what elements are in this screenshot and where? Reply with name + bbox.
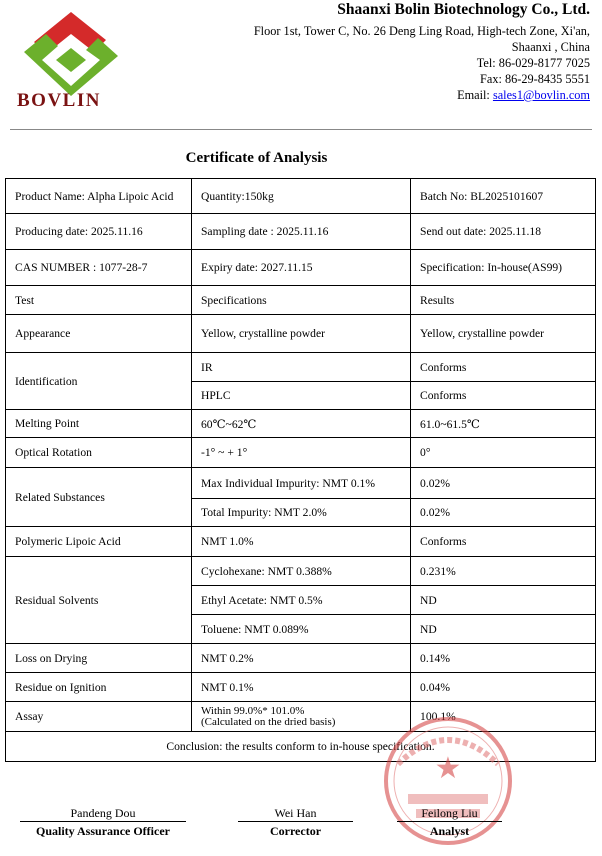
- assay-spec-line-1: Within 99.0%* 101.0%: [200, 704, 305, 717]
- header-row: [6, 286, 596, 315]
- svg-text:★: ★: [434, 752, 462, 785]
- address-line-1: Floor 1st, Tower C, No. 26 Deng Ling Road, High-tech Zone, Xi'an,: [253, 24, 590, 38]
- analyst-name: Feilong Liu: [421, 806, 478, 820]
- specification-cell: Specification: In-house(AS99): [411, 250, 596, 286]
- result-cell: Conforms: [411, 527, 596, 557]
- test-cell: Loss on Drying: [6, 644, 192, 673]
- result-cell: 0.02%: [411, 499, 596, 527]
- table-row: [6, 527, 596, 557]
- table-row: [6, 644, 596, 673]
- result-cell: ND: [411, 615, 596, 644]
- email-link[interactable]: sales1@bovlin.com: [492, 88, 590, 102]
- header-divider: [10, 129, 592, 130]
- spec-cell: Max Individual Impurity: NMT 0.1%: [191, 468, 410, 499]
- address-line-2: Shaanxi , China: [511, 40, 590, 54]
- send-out-date-cell: Send out date: 2025.11.18: [411, 214, 596, 250]
- spec-cell: Cyclohexane: NMT 0.388%: [191, 557, 410, 586]
- result-cell: 0.02%: [411, 468, 596, 499]
- header-specifications: Specifications: [191, 286, 410, 315]
- spec-cell: NMT 0.1%: [191, 673, 410, 702]
- product-name-cell: Product Name: Alpha Lipoic Acid: [6, 179, 192, 214]
- fax: Fax: 86-29-8435 5551: [480, 72, 590, 86]
- company-name: Shaanxi Bolin Biotechnology Co., Ltd.: [337, 1, 590, 18]
- table-row: [6, 557, 596, 586]
- test-cell: Appearance: [6, 315, 192, 353]
- email-row: [254, 87, 590, 103]
- table-row: [6, 353, 596, 382]
- spec-cell: NMT 1.0%: [191, 527, 410, 557]
- spec-cell: -1° ~ + 1°: [191, 438, 410, 468]
- spec-cell: Ethyl Acetate: NMT 0.5%: [191, 586, 410, 615]
- result-cell: 100.1%: [411, 702, 596, 732]
- tel: Tel: 86-029-8177 7025: [476, 56, 590, 70]
- corrector-signature: [238, 806, 353, 839]
- test-cell: Polymeric Lipoic Acid: [6, 527, 192, 557]
- table-row: [6, 315, 596, 353]
- test-cell: Assay: [6, 702, 192, 732]
- sampling-date-cell: Sampling date : 2025.11.16: [191, 214, 410, 250]
- analyst-role: Analyst: [429, 824, 470, 838]
- test-cell: Residual Solvents: [6, 557, 192, 644]
- spec-cell: HPLC: [191, 382, 410, 410]
- test-cell: Melting Point: [6, 410, 192, 438]
- table-row: [6, 250, 596, 286]
- document-title: Certificate of Analysis: [185, 150, 328, 166]
- spec-cell: 60℃~62℃: [191, 410, 410, 438]
- email-label: Email:: [457, 88, 490, 102]
- result-cell: 61.0~61.5℃: [411, 410, 596, 438]
- corrector-name: Wei Han: [274, 806, 317, 820]
- test-cell: Residue on Ignition: [6, 673, 192, 702]
- table-row: [6, 673, 596, 702]
- header-test: Test: [6, 286, 192, 315]
- signature-line: [238, 821, 353, 822]
- test-cell: Related Substances: [6, 468, 192, 527]
- batch-no-cell: Batch No: BL2025101607: [411, 179, 596, 214]
- qa-name: Pandeng Dou: [70, 806, 136, 820]
- result-cell: ND: [411, 586, 596, 615]
- table-row: [6, 410, 596, 438]
- header-results: Results: [411, 286, 596, 315]
- coa-table: [5, 178, 596, 762]
- spec-cell: Total Impurity: NMT 2.0%: [191, 499, 410, 527]
- spec-cell: Toluene: NMT 0.089%: [191, 615, 410, 644]
- result-cell: 0.04%: [411, 673, 596, 702]
- corrector-role: Corrector: [269, 824, 322, 838]
- qa-signature: [20, 806, 186, 839]
- result-cell: Yellow, crystalline powder: [411, 315, 596, 353]
- producing-date-cell: Producing date: 2025.11.16: [6, 214, 192, 250]
- result-cell: 0.14%: [411, 644, 596, 673]
- result-cell: 0°: [411, 438, 596, 468]
- assay-spec-line-2: (Calculated on the dried basis): [200, 715, 336, 728]
- table-row: [6, 179, 596, 214]
- logo-wordmark: BOVLIN: [17, 90, 101, 111]
- conclusion-cell: Conclusion: the results conform to in-house specification.: [6, 732, 596, 762]
- table-row: [6, 468, 596, 499]
- analyst-signature: [397, 806, 502, 839]
- spec-cell: NMT 0.2%: [191, 644, 410, 673]
- spec-cell: IR: [191, 353, 410, 382]
- qa-role: Quality Assurance Officer: [36, 824, 170, 838]
- table-row: [6, 438, 596, 468]
- table-row: [6, 214, 596, 250]
- cas-number-cell: CAS NUMBER : 1077-28-7: [6, 250, 192, 286]
- quantity-cell: Quantity:150kg: [191, 179, 410, 214]
- result-cell: Conforms: [411, 353, 596, 382]
- result-cell: Conforms: [411, 382, 596, 410]
- signature-line: [397, 821, 502, 822]
- signature-line: [20, 821, 186, 822]
- test-cell: Identification: [6, 353, 192, 410]
- spec-cell: Yellow, crystalline powder: [191, 315, 410, 353]
- expiry-date-cell: Expiry date: 2027.11.15: [191, 250, 410, 286]
- result-cell: 0.231%: [411, 557, 596, 586]
- company-info: [254, 0, 590, 103]
- test-cell: Optical Rotation: [6, 438, 192, 468]
